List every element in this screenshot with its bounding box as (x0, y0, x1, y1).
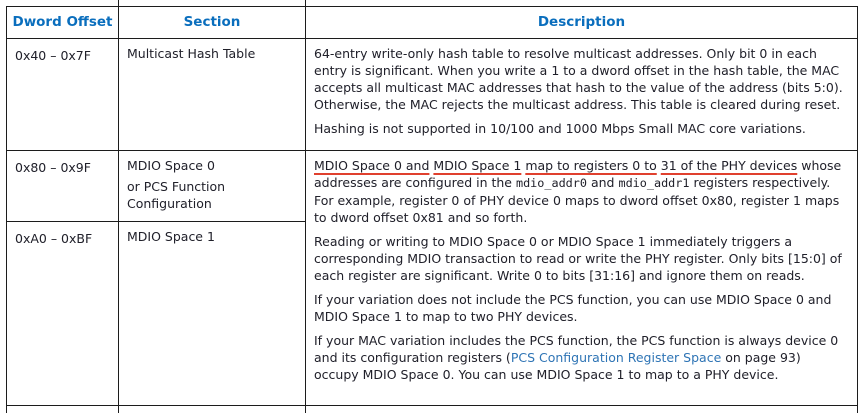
text-segment: mdio_addr1 (618, 176, 690, 190)
text-segment: registers respectively. For example, register 0 of PHY device 0 maps to dword offset 0x80, register 1 maps to dword offset 0x81 and so forth. (314, 175, 840, 225)
section-cell-partial (119, 406, 306, 413)
col-header-description: Description (306, 7, 858, 39)
text-segment: MDIO Space 0 and (314, 158, 430, 173)
text-segment: mdio_addr0 (515, 176, 587, 190)
register-map-table (6, 6, 858, 413)
col-header-dword-offset: Dword Offset (7, 7, 119, 39)
paragraph (127, 178, 297, 212)
text-segment: MDIO Space 1 (433, 158, 522, 173)
text-segment: 64-entry write-only hash table to resolve multicast addresses. Only bit 0 in each entry is significant. When you write a 1 to a dword offset in the hash table, the MAC accepts all multicast MAC addresses that hash to the value of the address (bits 5:0). Otherwise, the MAC rejects the multicast address. This table is cleared during reset. (314, 46, 843, 112)
paragraph (127, 45, 297, 62)
section-cell-mdio-space-1 (119, 222, 306, 406)
offset-cell-0x80: 0x80 – 0x9F (7, 151, 119, 222)
text-segment: map to registers 0 to (525, 158, 657, 173)
table-row-0x40 (7, 39, 858, 151)
text-segment: whose addresses are configured in the (314, 158, 842, 190)
table-row-0x80 (7, 151, 858, 222)
text-segment: on page 93) occupy MDIO Space 0. You can use MDIO Space 1 to map to a PHY device. (314, 350, 801, 382)
offset-cell-partial (7, 406, 119, 413)
text-segment: MDIO Space 0 (127, 158, 215, 173)
text-segment: If your MAC variation includes the PCS function, the PCS function is always device 0 and its configuration registers ( (314, 333, 839, 365)
paragraph (127, 228, 297, 245)
text-segment: 31 of the PHY devices (660, 158, 798, 173)
table-row-partial (7, 406, 858, 413)
text-segment: Reading or writing to MDIO Space 0 or MDIO Space 1 immediately triggers a corresponding MDIO transaction to read or write the PHY register. Only bits [15:0] of each register are significant. Write 0 to bits [31:16] and ignore them on reads. (314, 234, 842, 283)
text-segment: If your variation does not include the PCS function, you can use MDIO Space 0 and MDIO Space 1 to map to two PHY devices. (314, 292, 832, 324)
offset-cell-0x40: 0x40 – 0x7F (7, 39, 119, 151)
paragraph (314, 45, 849, 113)
section-cell-multicast-hash-table (119, 39, 306, 151)
col-header-section: Section (119, 7, 306, 39)
paragraph (314, 332, 849, 383)
offset-cell-0xa0: 0xA0 – 0xBF (7, 222, 119, 406)
paragraph (314, 233, 849, 284)
paragraph (127, 157, 297, 174)
text-segment: or PCS Function Configuration (127, 179, 226, 211)
description-cell-multicast-hash-table (306, 39, 858, 151)
pcs-configuration-register-space-link[interactable]: PCS Configuration Register Space (510, 350, 722, 365)
text-segment: Hashing is not supported in 10/100 and 1000 Mbps Small MAC core variations. (314, 121, 806, 136)
text-segment: MDIO Space 1 (127, 229, 215, 244)
section-cell-mdio-space-0 (119, 151, 306, 222)
text-segment: Multicast Hash Table (127, 46, 256, 61)
header-row (7, 7, 858, 39)
paragraph (314, 120, 849, 137)
description-cell-partial (306, 406, 858, 413)
paragraph (314, 157, 849, 226)
paragraph (314, 291, 849, 325)
text-segment: and (587, 175, 619, 190)
description-cell-mdio-spaces (306, 151, 858, 406)
